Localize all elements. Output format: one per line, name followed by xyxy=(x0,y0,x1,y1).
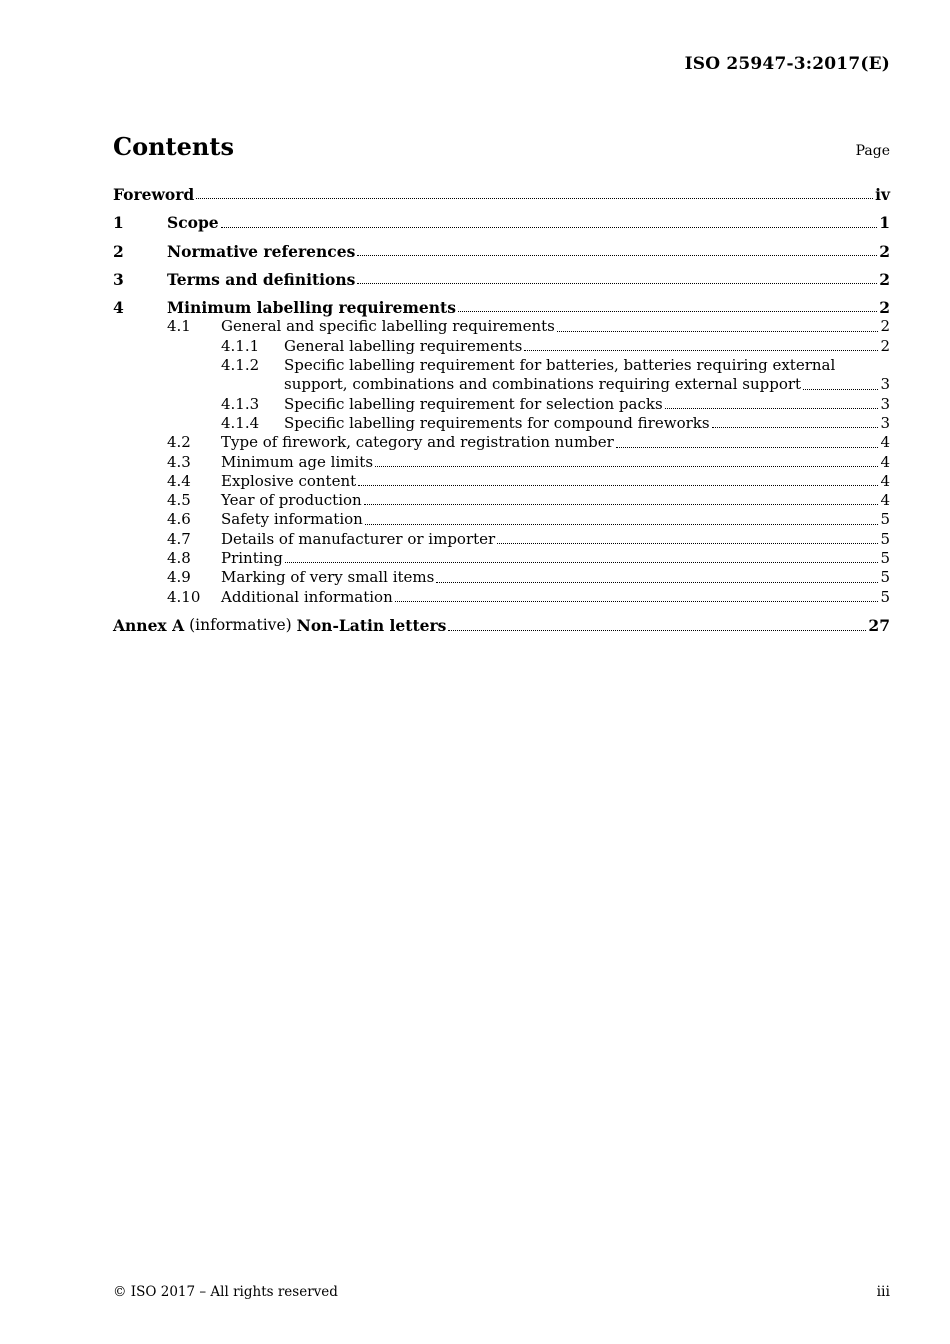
dot-leader xyxy=(375,466,878,467)
contents-header xyxy=(113,132,890,161)
toc-entry-page: 27 xyxy=(868,616,890,636)
toc-entry-page: 2 xyxy=(879,298,890,318)
toc-entry-foreword[interactable] xyxy=(113,185,890,204)
dot-leader xyxy=(357,255,877,256)
toc-entry-4-8[interactable] xyxy=(113,549,890,568)
toc-entry-page: 4 xyxy=(880,471,890,490)
page-column-label: Page xyxy=(855,143,890,159)
dot-leader xyxy=(357,283,877,284)
annex-qualifier: (informative) xyxy=(189,616,292,635)
dot-leader xyxy=(803,389,878,390)
toc-entry-page: 1 xyxy=(879,213,890,233)
page-number: iii xyxy=(876,1284,890,1300)
dot-leader xyxy=(221,227,878,228)
toc-entry-text: Minimum age limits xyxy=(221,452,374,471)
toc-entry-text: General labelling requirements xyxy=(284,336,523,355)
toc-entry-page: 5 xyxy=(880,510,890,529)
toc-entry-number: 4.10 xyxy=(167,587,201,606)
toc-entry-number: 4.1.3 xyxy=(221,394,260,413)
copyright-notice: © ISO 2017 – All rights reserved xyxy=(113,1284,338,1300)
page-title: Contents xyxy=(113,132,234,161)
toc-entry-number: 4 xyxy=(113,298,124,318)
toc-entry-4[interactable] xyxy=(113,298,890,317)
dot-leader xyxy=(557,331,879,332)
toc-entry-4-6[interactable] xyxy=(113,510,890,529)
toc-entry-text: Year of production xyxy=(221,491,362,510)
toc-entry-number: 4.9 xyxy=(167,568,191,587)
toc-entry-text: Additional information xyxy=(221,587,393,606)
toc-entry-page: 3 xyxy=(880,375,890,394)
toc-entry-text: Specific labelling requirement for selection packs xyxy=(284,394,663,413)
toc-entry-4-5[interactable] xyxy=(113,491,890,510)
toc-entry-number: 4.5 xyxy=(167,491,191,510)
toc-entry-page: 2 xyxy=(879,269,890,289)
toc-entry-4-2[interactable] xyxy=(113,433,890,452)
toc-entry-4-3[interactable] xyxy=(113,453,890,472)
toc-entry-page: 5 xyxy=(880,529,890,548)
toc-entry-4-1-1[interactable] xyxy=(113,337,890,356)
toc-entry-4-1-2[interactable] xyxy=(113,356,890,395)
toc-entry-number: 4.7 xyxy=(167,529,191,548)
toc-entry-number: 4.1.1 xyxy=(221,336,260,355)
toc-entry-number: 4.2 xyxy=(167,433,191,452)
dot-leader xyxy=(364,504,879,505)
toc-entry-1[interactable] xyxy=(113,213,890,232)
toc-entry-4-7[interactable] xyxy=(113,530,890,549)
toc-entry-2[interactable] xyxy=(113,242,890,261)
toc-entry-4-10[interactable] xyxy=(113,588,890,607)
toc-entry-number: 4.1.4 xyxy=(221,413,260,432)
dot-leader xyxy=(395,601,879,602)
toc-entry-page: 2 xyxy=(880,317,890,336)
dot-leader xyxy=(458,311,877,312)
dot-leader xyxy=(358,485,878,486)
toc-entry-number: 4.6 xyxy=(167,510,191,529)
toc-entry-text: Explosive content xyxy=(221,471,357,490)
toc-entry-page: 3 xyxy=(880,394,890,413)
toc-entry-number: 2 xyxy=(113,241,124,261)
toc-entry-text: Foreword xyxy=(113,185,195,204)
toc-entry-number: 4.1.2 xyxy=(221,356,260,375)
standard-identifier: ISO 25947-3:2017(E) xyxy=(684,54,890,74)
toc-entry-text: Type of firework, category and registration number xyxy=(221,433,614,452)
toc-entry-page: iv xyxy=(875,185,890,204)
toc-entry-page: 4 xyxy=(880,433,890,452)
toc-entry-text: Safety information xyxy=(221,510,363,529)
toc-entry-4-9[interactable] xyxy=(113,568,890,587)
toc-entry-text: Specific labelling requirements for compound fireworks xyxy=(284,413,710,432)
annex-label: Annex A xyxy=(113,616,185,636)
dot-leader xyxy=(616,447,879,448)
toc-entry-number: 3 xyxy=(113,269,124,289)
toc-entry-page: 4 xyxy=(880,491,890,510)
dot-leader xyxy=(196,198,873,199)
dot-leader xyxy=(285,562,879,563)
dot-leader xyxy=(524,350,878,351)
annex-title: Non-Latin letters xyxy=(296,616,447,636)
toc-entry-3[interactable] xyxy=(113,270,890,289)
toc-entry-page: 2 xyxy=(880,336,890,355)
toc-entry-number: 4.8 xyxy=(167,549,191,568)
toc-entry-page: 2 xyxy=(879,241,890,261)
toc-entry-number: 4.3 xyxy=(167,452,191,471)
toc-entry-text: Normative references xyxy=(167,241,356,261)
toc-entry-number: 4.1 xyxy=(167,317,191,336)
table-of-contents xyxy=(113,185,890,636)
toc-entry-text: Scope xyxy=(167,213,219,233)
toc-entry-text-line-1: Specific labelling requirement for batteries, batteries requiring external xyxy=(284,356,836,375)
toc-entry-page: 3 xyxy=(880,413,890,432)
page-footer xyxy=(113,1284,890,1300)
toc-entry-text: General and specific labelling requirements xyxy=(221,317,555,336)
toc-entry-text: Details of manufacturer or importer xyxy=(221,529,496,548)
toc-entry-number: 1 xyxy=(113,213,124,233)
toc-entry-text: Printing xyxy=(221,549,283,568)
toc-entry-4-1-4[interactable] xyxy=(113,414,890,433)
toc-entry-text-line-2: support, combinations and combinations requiring external support xyxy=(284,375,802,394)
toc-entry-page: 5 xyxy=(880,549,890,568)
toc-entry-page: 5 xyxy=(880,587,890,606)
dot-leader xyxy=(436,582,878,583)
dot-leader xyxy=(665,408,879,409)
toc-entry-text: Minimum labelling requirements xyxy=(167,298,456,318)
dot-leader xyxy=(448,630,866,631)
toc-entry-4-1-3[interactable] xyxy=(113,395,890,414)
toc-entry-4-4[interactable] xyxy=(113,472,890,491)
toc-entry-number: 4.4 xyxy=(167,471,191,490)
toc-entry-annex-a[interactable] xyxy=(113,616,890,635)
toc-entry-4-1[interactable] xyxy=(113,317,890,336)
toc-entry-page: 5 xyxy=(880,568,890,587)
dot-leader xyxy=(365,524,879,525)
toc-entry-page: 4 xyxy=(880,452,890,471)
toc-entry-text: Terms and definitions xyxy=(167,269,356,289)
dot-leader xyxy=(712,427,879,428)
dot-leader xyxy=(497,543,878,544)
toc-entry-text: Marking of very small items xyxy=(221,568,435,587)
